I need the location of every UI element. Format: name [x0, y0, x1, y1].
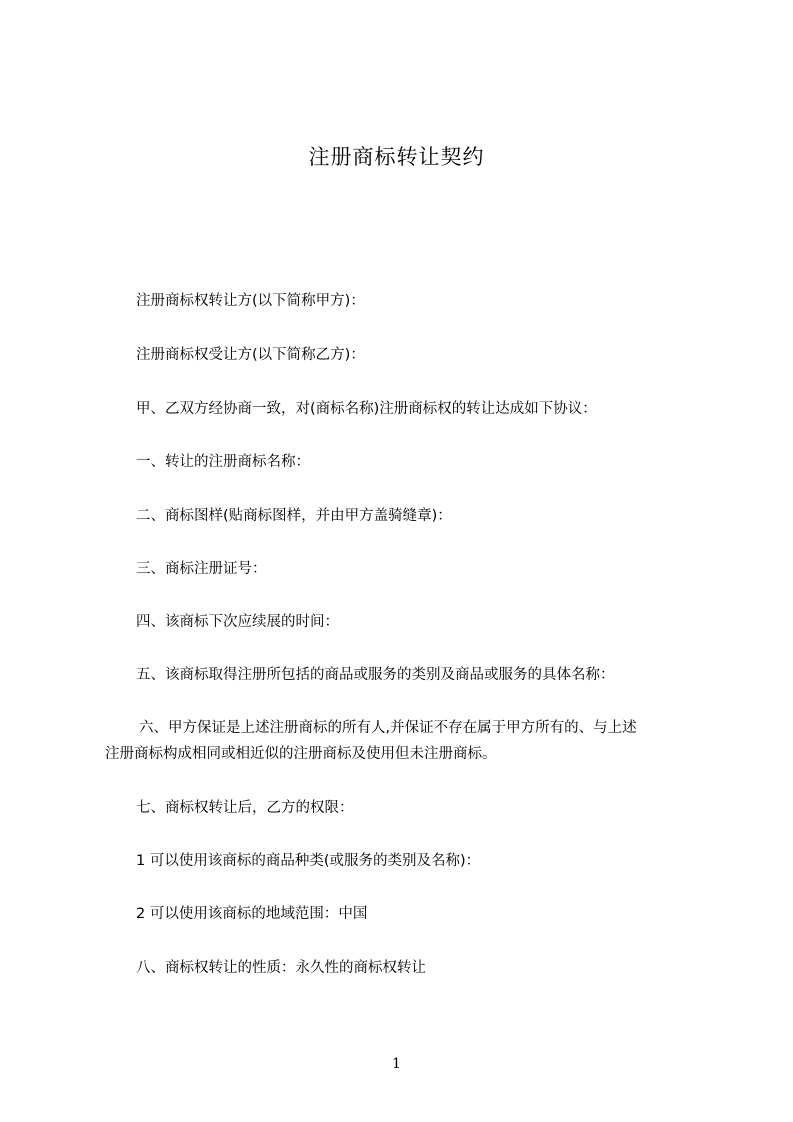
paragraph-text: 三、商标注册证号：: [136, 561, 267, 577]
clause-1: [105, 448, 705, 476]
paragraph-text: 注册商标权转让方(以下简称甲方)：: [136, 293, 365, 309]
clause-3: [105, 555, 705, 583]
paragraph-text: 2 可以使用该商标的地域范围：中国: [136, 906, 368, 922]
paragraph-text: 五、该商标取得注册所包括的商品或服务的类别及商品或服务的具体名称：: [136, 667, 615, 683]
paragraph-text: 注册商标权受让方(以下简称乙方)：: [136, 347, 365, 363]
document-title: 注册商标转让契约: [308, 145, 485, 169]
clause-6-line-1: [105, 714, 705, 742]
paragraph-text: 1 可以使用该商标的商品种类(或服务的类别及名称)：: [136, 853, 481, 869]
paragraph-text: 八、商标权转让的性质：永久性的商标权转让: [136, 960, 426, 976]
clause-5: [105, 661, 705, 689]
paragraph-text: 一、转让的注册商标名称：: [136, 454, 310, 470]
clause-7-item-1: [105, 847, 705, 875]
paragraph-text: 七、商标权转让后，乙方的权限：: [136, 800, 354, 816]
paragraph-text: 甲、乙双方经协商一致，对(商标名称)注册商标权的转让达成如下协议：: [136, 401, 597, 417]
clause-7: [105, 794, 705, 822]
paragraph-text: 注册商标构成相同或相近似的注册商标及使用但未注册商标。: [105, 746, 497, 762]
paragraph-transferor: [105, 287, 705, 315]
clause-2: [105, 502, 705, 530]
paragraph-text: 六、甲方保证是上述注册商标的所有人,并保证不存在属于甲方所有的、与上述: [139, 720, 637, 736]
clause-4: [105, 608, 705, 636]
paragraph-agreement: [105, 395, 705, 423]
paragraph-text: 四、该商标下次应续展的时间：: [136, 614, 339, 630]
paragraph-transferee: [105, 341, 705, 369]
paragraph-text: 二、商标图样(贴商标图样，并由甲方盖骑缝章)：: [136, 508, 452, 524]
clause-6-line-2: [105, 740, 705, 768]
clause-8: [105, 954, 705, 982]
clause-7-item-2: [105, 900, 705, 928]
page-number: 1: [392, 1056, 401, 1072]
